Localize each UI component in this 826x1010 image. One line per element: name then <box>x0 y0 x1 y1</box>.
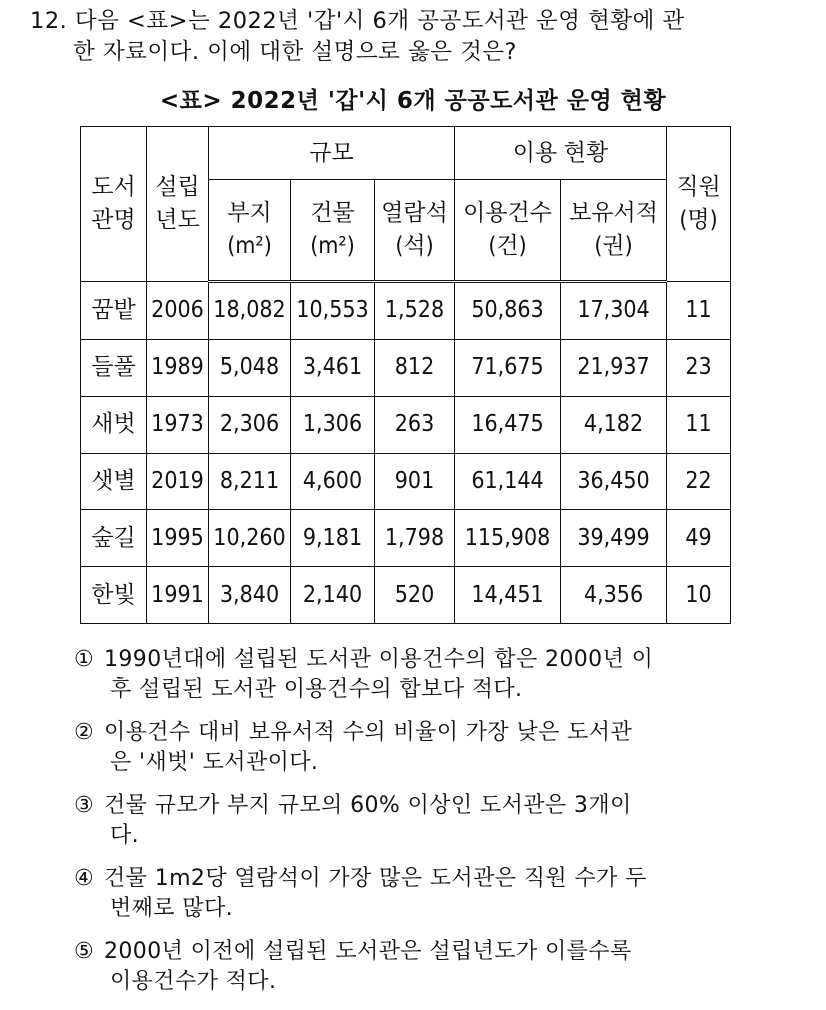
question-line-1: 12. 다음 <표>는 2022년 '갑'시 6개 공공도서관 운영 현황에 관 <box>30 8 685 34</box>
cell-uses: 61,144 <box>455 453 561 510</box>
cell-year: 1973 <box>147 396 209 453</box>
cell-year: 2006 <box>147 282 209 340</box>
choice-5[interactable] <box>74 937 774 997</box>
table-row <box>81 282 731 340</box>
cell-building: 4,600 <box>291 453 375 510</box>
cell-library: 꿈밭 <box>81 282 147 340</box>
choice-number: ① <box>74 647 95 672</box>
cell-staff: 49 <box>667 510 731 567</box>
cell-year: 1989 <box>147 339 209 396</box>
cell-seats: 520 <box>375 567 455 624</box>
cell-uses: 71,675 <box>455 339 561 396</box>
cell-site: 2,306 <box>209 396 291 453</box>
cell-year: 2019 <box>147 453 209 510</box>
cell-library: 새벗 <box>81 396 147 453</box>
choice-text: 2000년 이전에 설립된 도서관은 설립년도가 이를수록 <box>104 939 632 964</box>
cell-uses: 50,863 <box>455 282 561 340</box>
header-books: 보유서적 (권) <box>561 180 667 282</box>
cell-uses: 115,908 <box>455 510 561 567</box>
library-stats-table <box>80 126 731 624</box>
question-stem <box>30 6 810 68</box>
table-row <box>81 453 731 510</box>
choice-number: ③ <box>74 793 95 818</box>
cell-staff: 23 <box>667 339 731 396</box>
cell-seats: 901 <box>375 453 455 510</box>
cell-uses: 16,475 <box>455 396 561 453</box>
cell-books: 36,450 <box>561 453 667 510</box>
cell-staff: 11 <box>667 396 731 453</box>
cell-books: 17,304 <box>561 282 667 340</box>
cell-year: 1991 <box>147 567 209 624</box>
choice-text-cont: 후 설립된 도서관 이용건수의 합보다 적다. <box>110 677 523 702</box>
cell-site: 18,082 <box>209 282 291 340</box>
cell-books: 4,182 <box>561 396 667 453</box>
header-building: 건물 (m²) <box>291 180 375 282</box>
choice-text-cont: 은 '새벗' 도서관이다. <box>110 750 319 775</box>
cell-site: 8,211 <box>209 453 291 510</box>
cell-uses: 14,451 <box>455 567 561 624</box>
cell-library: 샛별 <box>81 453 147 510</box>
cell-books: 21,937 <box>561 339 667 396</box>
cell-library: 한빛 <box>81 567 147 624</box>
cell-seats: 812 <box>375 339 455 396</box>
cell-library: 숲길 <box>81 510 147 567</box>
question-line-2: 한 자료이다. 이에 대한 설명으로 옳은 것은? <box>73 39 518 65</box>
header-seats: 열람석 (석) <box>375 180 455 282</box>
header-uses: 이용건수 (건) <box>455 180 561 282</box>
cell-seats: 1,798 <box>375 510 455 567</box>
header-site: 부지 (m²) <box>209 180 291 282</box>
cell-seats: 1,528 <box>375 282 455 340</box>
cell-library: 들풀 <box>81 339 147 396</box>
table-caption: <표> 2022년 '갑'시 6개 공공도서관 운영 현황 <box>159 88 667 114</box>
cell-books: 39,499 <box>561 510 667 567</box>
table-row <box>81 339 731 396</box>
choice-number: ⑤ <box>74 939 95 964</box>
choice-text-cont: 다. <box>110 823 140 848</box>
header-usage: 이용 현황 <box>455 127 667 180</box>
header-year: 설립 년도 <box>147 127 209 282</box>
choice-text: 건물 1m2당 열람석이 가장 많은 도서관은 직원 수가 두 <box>104 866 647 891</box>
choice-3[interactable] <box>74 791 774 851</box>
choice-number: ④ <box>74 866 95 891</box>
header-library: 도서 관명 <box>81 127 147 282</box>
cell-seats: 263 <box>375 396 455 453</box>
cell-staff: 11 <box>667 282 731 340</box>
choice-text: 건물 규모가 부지 규모의 60% 이상인 도서관은 3개이 <box>104 793 632 818</box>
choice-text-cont: 이용건수가 적다. <box>110 969 277 994</box>
cell-building: 10,553 <box>291 282 375 340</box>
cell-staff: 22 <box>667 453 731 510</box>
cell-year: 1995 <box>147 510 209 567</box>
cell-site: 10,260 <box>209 510 291 567</box>
header-staff: 직원 (명) <box>667 127 731 282</box>
table-row <box>81 510 731 567</box>
cell-books: 4,356 <box>561 567 667 624</box>
choice-2[interactable] <box>74 718 774 778</box>
choice-number: ② <box>74 720 95 745</box>
cell-staff: 10 <box>667 567 731 624</box>
cell-building: 2,140 <box>291 567 375 624</box>
choice-text: 1990년대에 설립된 도서관 이용건수의 합은 2000년 이 <box>104 647 654 672</box>
cell-building: 1,306 <box>291 396 375 453</box>
cell-site: 3,840 <box>209 567 291 624</box>
choice-text-cont: 번째로 많다. <box>110 896 234 921</box>
choice-4[interactable] <box>74 864 774 924</box>
cell-building: 3,461 <box>291 339 375 396</box>
choice-text: 이용건수 대비 보유서적 수의 비율이 가장 낮은 도서관 <box>104 720 633 745</box>
choice-1[interactable] <box>74 645 774 705</box>
cell-site: 5,048 <box>209 339 291 396</box>
cell-building: 9,181 <box>291 510 375 567</box>
answer-choices <box>74 645 774 1010</box>
table-row <box>81 396 731 453</box>
table-row <box>81 567 731 624</box>
header-scale: 규모 <box>209 127 455 180</box>
